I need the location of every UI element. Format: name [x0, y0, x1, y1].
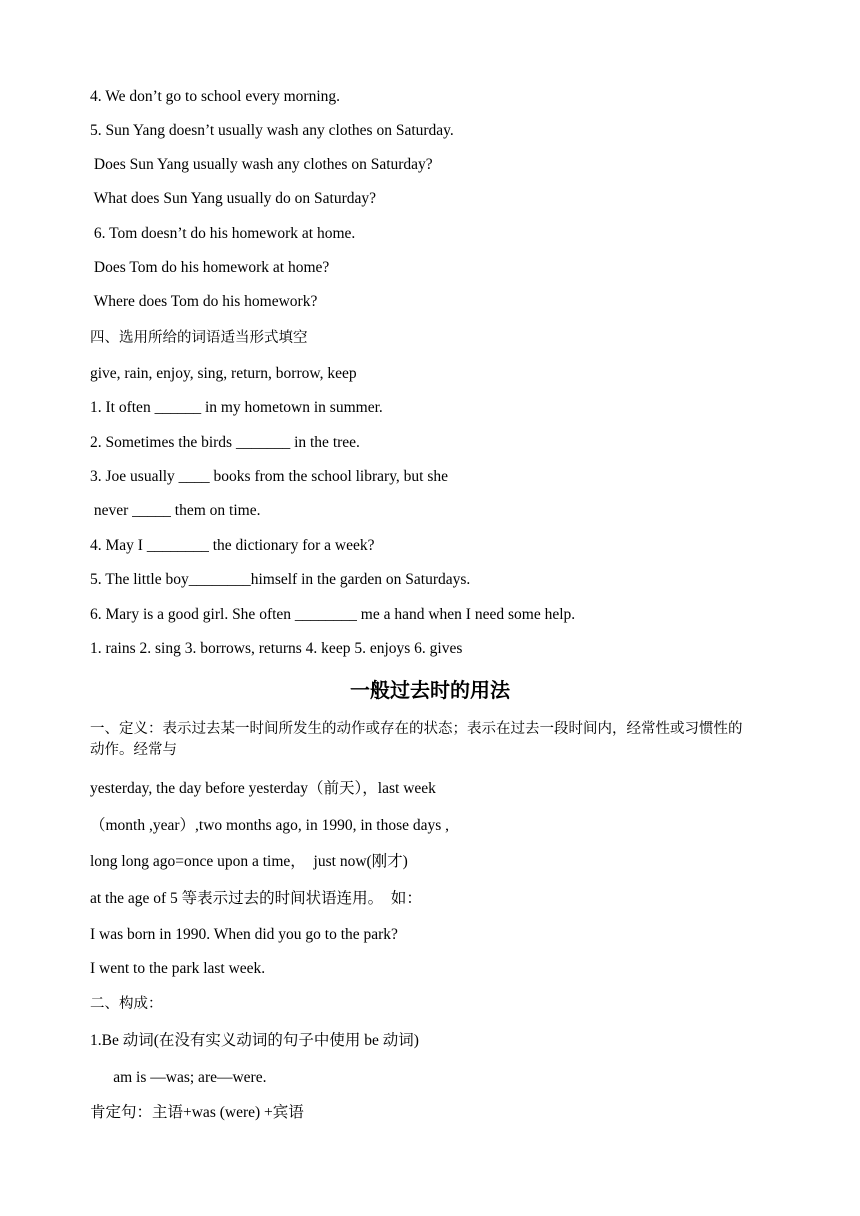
sentence-line: 5. Sun Yang doesn’t usually wash any clothes on Saturday. — [90, 122, 454, 139]
sentence-line: Does Sun Yang usually wash any clothes on Saturday? — [90, 156, 433, 173]
be-verb-rule: 1.Be 动词(在没有实义动词的句子中使用 be 动词) — [90, 1032, 419, 1049]
exercise-item: 4. May I ________ the dictionary for a week? — [90, 537, 375, 554]
example-sentence: I went to the park last week. — [90, 960, 266, 977]
affirmative-structure: 肯定句：主语+was (were) +宾语 — [90, 1104, 304, 1121]
answer-key: 1. rains 2. sing 3. borrows, returns 4. keep 5. enjoys 6. gives — [90, 640, 463, 657]
sentence-line: Where does Tom do his homework? — [90, 293, 318, 310]
time-expression-line: long long ago=once upon a time， just now(刚才) — [90, 853, 408, 870]
word-bank: give, rain, enjoy, sing, return, borrow, keep — [90, 365, 357, 382]
time-expression-line: yesterday, the day before yesterday（前天），last week — [90, 780, 436, 797]
exercise-item: 3. Joe usually ____ books from the school library, but she — [90, 468, 449, 485]
sentence-line: 6. Tom doesn’t do his homework at home. — [90, 225, 356, 242]
section-heading: 四、选用所给的词语适当形式填空 — [90, 330, 308, 346]
be-verb-forms: am is —was; are—were. — [90, 1069, 267, 1086]
time-expression-line: at the age of 5 等表示过去的时间状语连用。 如： — [90, 890, 422, 907]
sentence-line: 4. We don’t go to school every morning. — [90, 88, 341, 105]
exercise-item: 6. Mary is a good girl. She often ________ me a hand when I need some help. — [90, 606, 576, 623]
exercise-item: 5. The little boy________himself in the garden on Saturdays. — [90, 571, 471, 588]
definition-paragraph: 一、定义：表示过去某一时间所发生的动作或存在的状态；表示在过去一段时间内，经常性或习惯性的动作。经常与 — [90, 721, 743, 758]
time-expression-line: （month ,year）,two months ago, in 1990, in those days , — [90, 817, 450, 834]
exercise-item: 2. Sometimes the birds _______ in the tree. — [90, 434, 360, 451]
page-title: 一般过去时的用法 — [350, 678, 510, 702]
example-sentence: I was born in 1990. When did you go to the park? — [90, 926, 398, 943]
exercise-item: never _____ them on time. — [90, 502, 261, 519]
section-heading: 二、构成： — [90, 996, 163, 1012]
sentence-line: What does Sun Yang usually do on Saturday? — [90, 190, 377, 207]
exercise-item: 1. It often ______ in my hometown in summer. — [90, 399, 383, 416]
sentence-line: Does Tom do his homework at home? — [90, 259, 330, 276]
